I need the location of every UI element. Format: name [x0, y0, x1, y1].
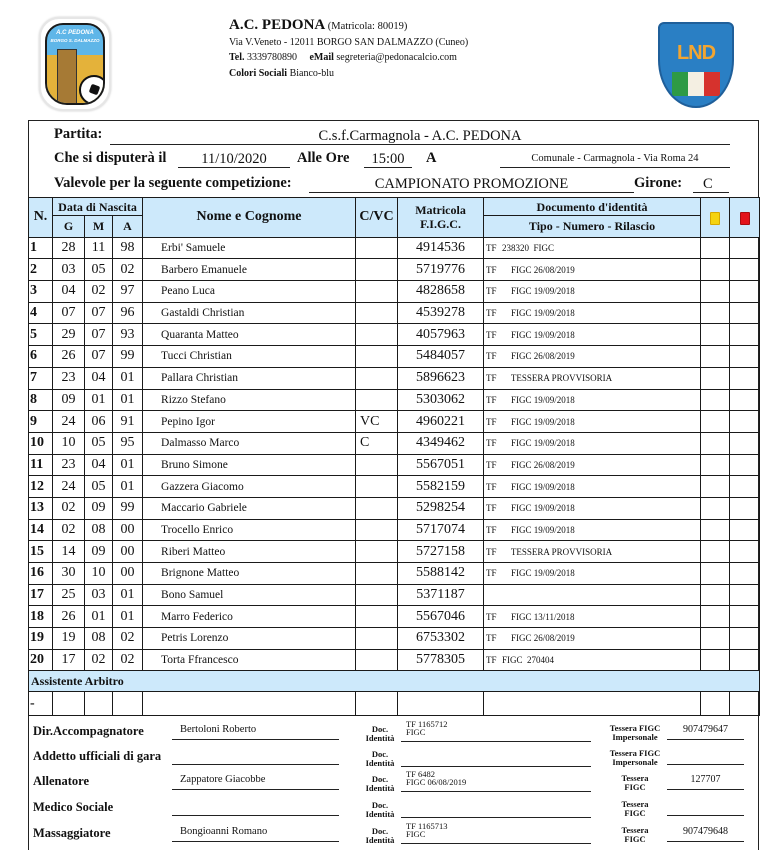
player-row — [29, 411, 760, 433]
staff-name-field[interactable]: Bertoloni Roberto — [172, 723, 339, 740]
captain-flag[interactable] — [356, 302, 398, 324]
col-matricola: Matricola F.I.G.C. — [398, 198, 484, 238]
staff-role: Allenatore — [33, 774, 90, 788]
captain-flag[interactable] — [356, 281, 398, 303]
player-name[interactable]: Marro Federico — [143, 606, 356, 628]
player-row — [29, 324, 760, 346]
birth-year[interactable]: 97 — [113, 281, 143, 303]
player-name[interactable]: Bono Samuel — [143, 584, 356, 606]
player-document[interactable]: TF FIGC 26/08/2019 — [484, 628, 701, 650]
yellow-card-cell[interactable] — [701, 649, 730, 671]
player-number: 3 — [29, 281, 53, 303]
player-number: 1 — [29, 237, 53, 259]
birth-month[interactable]: 04 — [85, 367, 113, 389]
player-matricola[interactable]: 5298254 — [398, 497, 484, 519]
tessera-field[interactable] — [667, 799, 744, 816]
yellow-card-cell[interactable] — [701, 476, 730, 498]
yellow-card-cell[interactable] — [701, 497, 730, 519]
player-name[interactable]: Tucci Christian — [143, 346, 356, 368]
player-document[interactable]: TF FIGC 270404 — [484, 649, 701, 671]
yellow-card-cell[interactable] — [701, 389, 730, 411]
staff-doc-field[interactable] — [401, 745, 591, 767]
birth-month[interactable]: 11 — [85, 237, 113, 259]
player-matricola[interactable]: 4914536 — [398, 237, 484, 259]
birth-year[interactable]: 99 — [113, 346, 143, 368]
player-name[interactable]: Petris Lorenzo — [143, 628, 356, 650]
player-matricola[interactable]: 4057963 — [398, 324, 484, 346]
red-card-cell[interactable] — [730, 367, 760, 389]
player-name[interactable]: Barbero Emanuele — [143, 259, 356, 281]
tessera-field[interactable]: 127707 — [667, 773, 744, 790]
birth-year[interactable]: 01 — [113, 454, 143, 476]
birth-day[interactable]: 25 — [53, 584, 85, 606]
player-matricola[interactable]: 4828658 — [398, 281, 484, 303]
captain-flag[interactable] — [356, 628, 398, 650]
captain-flag[interactable] — [356, 367, 398, 389]
player-document[interactable]: TF FIGC 19/09/2018 — [484, 411, 701, 433]
tessera-field[interactable] — [667, 748, 744, 765]
player-matricola[interactable]: 4349462 — [398, 432, 484, 454]
birth-year[interactable]: 98 — [113, 237, 143, 259]
birth-year[interactable]: 00 — [113, 563, 143, 585]
club-logo: A.C PEDONA BORGO S. DALMAZZO — [39, 17, 111, 111]
birth-year[interactable]: 91 — [113, 411, 143, 433]
players-table — [28, 197, 760, 716]
staff-doc-field[interactable]: TF 1165713 FIGC — [401, 822, 591, 844]
player-row — [29, 302, 760, 324]
player-row — [29, 432, 760, 454]
player-matricola[interactable]: 5727158 — [398, 541, 484, 563]
player-document[interactable]: TF FIGC 19/09/2018 — [484, 519, 701, 541]
red-card-cell[interactable] — [730, 476, 760, 498]
red-card-icon — [740, 212, 750, 225]
red-card-cell[interactable] — [730, 281, 760, 303]
staff-name-field[interactable]: Bongioanni Romano — [172, 825, 339, 842]
birth-day[interactable]: 23 — [53, 454, 85, 476]
player-name[interactable]: Trocello Enrico — [143, 519, 356, 541]
assistant-section-header: Assistente Arbitro — [29, 671, 760, 692]
venue-field[interactable]: Comunale - Carmagnola - Via Roma 24 — [500, 151, 730, 168]
birth-year[interactable]: 01 — [113, 584, 143, 606]
birth-month[interactable]: 01 — [85, 606, 113, 628]
red-card-cell[interactable] — [730, 432, 760, 454]
yellow-card-cell[interactable] — [701, 519, 730, 541]
captain-flag[interactable] — [356, 324, 398, 346]
club-address: Via V.Veneto - 12011 BORGO SAN DALMAZZO (Cuneo) — [229, 36, 469, 48]
player-name[interactable]: Erbi' Samuele — [143, 237, 356, 259]
birth-day[interactable]: 23 — [53, 367, 85, 389]
staff-role: Massaggiatore — [33, 826, 111, 840]
player-row — [29, 584, 760, 606]
yellow-card-cell[interactable] — [701, 367, 730, 389]
birth-day[interactable]: 04 — [53, 281, 85, 303]
time-label: Alle Ore — [297, 150, 350, 166]
player-document[interactable]: TF FIGC 19/09/2018 — [484, 476, 701, 498]
red-card-cell[interactable] — [730, 259, 760, 281]
yellow-card-cell[interactable] — [701, 324, 730, 346]
player-name[interactable]: Pallara Christian — [143, 367, 356, 389]
yellow-card-cell[interactable] — [701, 259, 730, 281]
birth-month[interactable]: 08 — [85, 519, 113, 541]
yellow-card-cell[interactable] — [701, 628, 730, 650]
birth-day[interactable]: 26 — [53, 346, 85, 368]
birth-year[interactable]: 02 — [113, 259, 143, 281]
birth-year[interactable]: 99 — [113, 497, 143, 519]
yellow-card-cell[interactable] — [701, 606, 730, 628]
player-matricola[interactable]: 5484057 — [398, 346, 484, 368]
col-m: M — [85, 216, 113, 238]
birth-month[interactable]: 02 — [85, 281, 113, 303]
player-number: 9 — [29, 411, 53, 433]
col-g: G — [53, 216, 85, 238]
birth-day[interactable]: 14 — [53, 541, 85, 563]
col-a: A — [113, 216, 143, 238]
tessera-label: Tessera FIGC Impersonale — [609, 723, 661, 742]
player-number: 7 — [29, 367, 53, 389]
soccer-ball-icon — [79, 75, 105, 105]
red-card-cell[interactable] — [730, 302, 760, 324]
player-number: 13 — [29, 497, 53, 519]
player-document[interactable]: TF 238320 FIGC — [484, 237, 701, 259]
lnd-logo: LND — [658, 22, 734, 108]
club-colors: Bianco-blu — [289, 67, 334, 79]
player-document[interactable]: TF FIGC 19/09/2018 — [484, 389, 701, 411]
club-matricola: (Matricola: 80019) — [327, 21, 408, 32]
player-document[interactable]: TF FIGC 19/09/2018 — [484, 302, 701, 324]
captain-flag[interactable] — [356, 454, 398, 476]
partita-field[interactable]: C.s.f.Carmagnola - A.C. PEDONA — [110, 128, 730, 145]
yellow-card-cell[interactable] — [701, 541, 730, 563]
player-document[interactable]: TF FIGC 19/09/2018 — [484, 281, 701, 303]
player-row — [29, 497, 760, 519]
player-matricola[interactable]: 5588142 — [398, 563, 484, 585]
player-matricola[interactable]: 5371187 — [398, 584, 484, 606]
captain-flag[interactable] — [356, 541, 398, 563]
player-name[interactable]: Pepino Igor — [143, 411, 356, 433]
yellow-card-cell[interactable] — [701, 281, 730, 303]
tessera-label: Tessera FIGC Impersonale — [609, 748, 661, 767]
doc-identita-label: Doc. Identità — [365, 774, 395, 793]
captain-flag[interactable]: VC — [356, 411, 398, 433]
staff-role: Medico Sociale — [33, 800, 114, 814]
birth-month[interactable]: 03 — [85, 584, 113, 606]
player-row — [29, 563, 760, 585]
player-name[interactable]: Bruno Simone — [143, 454, 356, 476]
player-row — [29, 476, 760, 498]
red-card-cell[interactable] — [730, 628, 760, 650]
captain-flag[interactable] — [356, 519, 398, 541]
player-number: 12 — [29, 476, 53, 498]
girone-label: Girone: — [634, 175, 683, 191]
red-card-cell[interactable] — [730, 584, 760, 606]
red-card-cell[interactable] — [730, 519, 760, 541]
player-document[interactable]: TF FIGC 19/09/2018 — [484, 324, 701, 346]
yellow-card-cell[interactable] — [701, 411, 730, 433]
player-matricola[interactable]: 4539278 — [398, 302, 484, 324]
italian-flag-icon — [672, 72, 720, 96]
player-matricola[interactable]: 6753302 — [398, 628, 484, 650]
birth-month[interactable]: 05 — [85, 259, 113, 281]
player-document[interactable]: TF FIGC 19/09/2018 — [484, 432, 701, 454]
birth-day[interactable]: 07 — [53, 302, 85, 324]
player-name[interactable]: Riberi Matteo — [143, 541, 356, 563]
competition-label: Valevole per la seguente competizione: — [54, 175, 292, 191]
birth-year[interactable]: 00 — [113, 519, 143, 541]
red-card-cell[interactable] — [730, 389, 760, 411]
tessera-label: Tessera FIGC — [621, 799, 649, 818]
staff-role: Addetto ufficiali di gara — [33, 749, 162, 763]
club-name: A.C. PEDONA — [229, 17, 326, 33]
player-number: 14 — [29, 519, 53, 541]
captain-flag[interactable] — [356, 497, 398, 519]
birth-month[interactable]: 06 — [85, 411, 113, 433]
player-number: 4 — [29, 302, 53, 324]
player-matricola[interactable]: 5896623 — [398, 367, 484, 389]
player-row — [29, 519, 760, 541]
player-row — [29, 367, 760, 389]
yellow-card-icon — [710, 212, 720, 225]
player-number: 20 — [29, 649, 53, 671]
birth-month[interactable]: 09 — [85, 497, 113, 519]
player-document[interactable]: TF TESSERA PROVVISORIA — [484, 541, 701, 563]
player-row — [29, 606, 760, 628]
captain-flag[interactable] — [356, 346, 398, 368]
player-document[interactable] — [484, 584, 701, 606]
player-matricola[interactable]: 5303062 — [398, 389, 484, 411]
girone-field[interactable]: C — [693, 176, 729, 193]
player-name[interactable]: Brignone Matteo — [143, 563, 356, 585]
red-card-cell[interactable] — [730, 563, 760, 585]
col-birth: Data di Nascita — [53, 198, 143, 216]
yellow-card-cell[interactable] — [701, 563, 730, 585]
staff-doc-field[interactable] — [401, 796, 591, 818]
assistant-row: - — [29, 692, 760, 716]
col-cvc: C/VC — [356, 198, 398, 238]
red-card-cell[interactable] — [730, 541, 760, 563]
col-doc: Documento d'identità — [484, 198, 701, 216]
player-name[interactable]: Maccario Gabriele — [143, 497, 356, 519]
red-card-cell[interactable] — [730, 411, 760, 433]
birth-day[interactable]: 03 — [53, 259, 85, 281]
staff-doc-field[interactable]: TF 1165712 FIGC — [401, 720, 591, 742]
player-number: 2 — [29, 259, 53, 281]
club-email[interactable]: segreteria@pedonacalcio.com — [336, 52, 457, 63]
birth-day[interactable]: 19 — [53, 628, 85, 650]
doc-identita-label: Doc. Identità — [365, 724, 395, 743]
captain-flag[interactable] — [356, 389, 398, 411]
player-row — [29, 389, 760, 411]
col-red-card — [730, 198, 760, 238]
birth-month[interactable]: 07 — [85, 302, 113, 324]
birth-day[interactable]: 10 — [53, 432, 85, 454]
venue-label: A — [426, 150, 437, 166]
club-info: A.C. PEDONA (Matricola: 80019) Via V.Veneto - 12011 BORGO SAN DALMAZZO (Cuneo) Tel. 3339780890 eMail segreteria@pedonacalcio.com Colori Sociali Bianco-blu — [229, 17, 469, 79]
player-name[interactable]: Gastaldi Christian — [143, 302, 356, 324]
red-card-cell[interactable] — [730, 346, 760, 368]
birth-year[interactable]: 02 — [113, 628, 143, 650]
staff-name-field[interactable] — [172, 748, 339, 765]
player-number: 10 — [29, 432, 53, 454]
birth-day[interactable]: 28 — [53, 237, 85, 259]
date-label: Che si disputerà il — [54, 150, 167, 166]
yellow-card-cell[interactable] — [701, 584, 730, 606]
player-number: 18 — [29, 606, 53, 628]
red-card-cell[interactable] — [730, 237, 760, 259]
tessera-field[interactable]: 907479647 — [667, 723, 744, 740]
partita-label: Partita: — [54, 126, 103, 142]
birth-day[interactable]: 24 — [53, 411, 85, 433]
player-document[interactable]: TF FIGC 26/08/2019 — [484, 454, 701, 476]
birth-month[interactable]: 02 — [85, 649, 113, 671]
player-row — [29, 281, 760, 303]
player-document[interactable]: TF FIGC 13/11/2018 — [484, 606, 701, 628]
birth-day[interactable]: 24 — [53, 476, 85, 498]
doc-identita-label: Doc. Identità — [365, 826, 395, 845]
player-name[interactable]: Peano Luca — [143, 281, 356, 303]
red-card-cell[interactable] — [730, 606, 760, 628]
birth-year[interactable]: 96 — [113, 302, 143, 324]
red-card-cell[interactable] — [730, 649, 760, 671]
player-document[interactable]: TF FIGC 26/08/2019 — [484, 346, 701, 368]
yellow-card-cell[interactable] — [701, 346, 730, 368]
birth-month[interactable]: 07 — [85, 324, 113, 346]
birth-month[interactable]: 07 — [85, 346, 113, 368]
captain-flag[interactable] — [356, 649, 398, 671]
player-row — [29, 237, 760, 259]
player-number: 16 — [29, 563, 53, 585]
birth-month[interactable]: 05 — [85, 432, 113, 454]
captain-flag[interactable]: C — [356, 432, 398, 454]
birth-month[interactable]: 10 — [85, 563, 113, 585]
player-row — [29, 649, 760, 671]
captain-flag[interactable] — [356, 237, 398, 259]
yellow-card-cell[interactable] — [701, 302, 730, 324]
red-card-cell[interactable] — [730, 454, 760, 476]
birth-day[interactable]: 02 — [53, 519, 85, 541]
captain-flag[interactable] — [356, 476, 398, 498]
staff-role: Dir.Accompagnatore — [33, 724, 144, 738]
player-matricola[interactable]: 5717074 — [398, 519, 484, 541]
staff-doc-field[interactable]: TF 6482 FIGC 06/08/2019 — [401, 770, 591, 792]
player-document[interactable]: TF FIGC 19/09/2018 — [484, 563, 701, 585]
red-card-cell[interactable] — [730, 324, 760, 346]
player-matricola[interactable]: 4960221 — [398, 411, 484, 433]
club-tel: 3339780890 — [246, 52, 297, 63]
player-number: 11 — [29, 454, 53, 476]
player-row — [29, 541, 760, 563]
player-document[interactable]: TF TESSERA PROVVISORIA — [484, 367, 701, 389]
birth-year[interactable]: 00 — [113, 541, 143, 563]
birth-day[interactable]: 30 — [53, 563, 85, 585]
captain-flag[interactable] — [356, 563, 398, 585]
birth-year[interactable]: 01 — [113, 367, 143, 389]
player-number: 17 — [29, 584, 53, 606]
birth-month[interactable]: 04 — [85, 454, 113, 476]
yellow-card-cell[interactable] — [701, 454, 730, 476]
birth-day[interactable]: 29 — [53, 324, 85, 346]
birth-year[interactable]: 93 — [113, 324, 143, 346]
player-number: 19 — [29, 628, 53, 650]
player-matricola[interactable]: 5567051 — [398, 454, 484, 476]
birth-year[interactable]: 02 — [113, 649, 143, 671]
player-matricola[interactable]: 5719776 — [398, 259, 484, 281]
player-document[interactable]: TF FIGC 26/08/2019 — [484, 259, 701, 281]
birth-month[interactable]: 08 — [85, 628, 113, 650]
birth-year[interactable]: 01 — [113, 606, 143, 628]
player-matricola[interactable]: 5567046 — [398, 606, 484, 628]
col-doc-sub: Tipo - Numero - Rilascio — [484, 216, 701, 238]
birth-day[interactable]: 09 — [53, 389, 85, 411]
player-number: 15 — [29, 541, 53, 563]
player-number: 5 — [29, 324, 53, 346]
col-yellow-card — [701, 198, 730, 238]
birth-year[interactable]: 95 — [113, 432, 143, 454]
player-row — [29, 454, 760, 476]
player-row — [29, 346, 760, 368]
birth-month[interactable]: 05 — [85, 476, 113, 498]
player-number: 6 — [29, 346, 53, 368]
player-name[interactable]: Quaranta Matteo — [143, 324, 356, 346]
time-field[interactable]: 15:00 — [364, 151, 412, 168]
player-name[interactable]: Rizzo Stefano — [143, 389, 356, 411]
player-matricola[interactable]: 5778305 — [398, 649, 484, 671]
player-row — [29, 259, 760, 281]
captain-flag[interactable] — [356, 606, 398, 628]
yellow-card-cell[interactable] — [701, 237, 730, 259]
red-card-cell[interactable] — [730, 497, 760, 519]
col-num: N. — [29, 198, 53, 238]
tessera-field[interactable]: 907479648 — [667, 825, 744, 842]
player-name[interactable]: Torta Ffrancesco — [143, 649, 356, 671]
birth-day[interactable]: 17 — [53, 649, 85, 671]
staff-name-field[interactable] — [172, 799, 339, 816]
captain-flag[interactable] — [356, 259, 398, 281]
player-name[interactable]: Dalmasso Marco — [143, 432, 356, 454]
competition-field[interactable]: CAMPIONATO PROMOZIONE — [309, 176, 634, 193]
doc-identita-label: Doc. Identità — [365, 800, 395, 819]
yellow-card-cell[interactable] — [701, 432, 730, 454]
tessera-label: Tessera FIGC — [621, 773, 649, 792]
staff-name-field[interactable]: Zappatore Giacobbe — [172, 773, 339, 790]
player-number: 8 — [29, 389, 53, 411]
tessera-label: Tessera FIGC — [621, 825, 649, 844]
birth-day[interactable]: 26 — [53, 606, 85, 628]
doc-identita-label: Doc. Identità — [365, 749, 395, 768]
date-field[interactable]: 11/10/2020 — [178, 151, 290, 168]
col-name: Nome e Cognome — [143, 198, 356, 238]
birth-month[interactable]: 09 — [85, 541, 113, 563]
birth-month[interactable]: 01 — [85, 389, 113, 411]
player-name[interactable]: Gazzera Giacomo — [143, 476, 356, 498]
birth-year[interactable]: 01 — [113, 476, 143, 498]
player-row — [29, 628, 760, 650]
player-matricola[interactable]: 5582159 — [398, 476, 484, 498]
birth-year[interactable]: 01 — [113, 389, 143, 411]
birth-day[interactable]: 02 — [53, 497, 85, 519]
captain-flag[interactable] — [356, 584, 398, 606]
player-document[interactable]: TF FIGC 19/09/2018 — [484, 497, 701, 519]
